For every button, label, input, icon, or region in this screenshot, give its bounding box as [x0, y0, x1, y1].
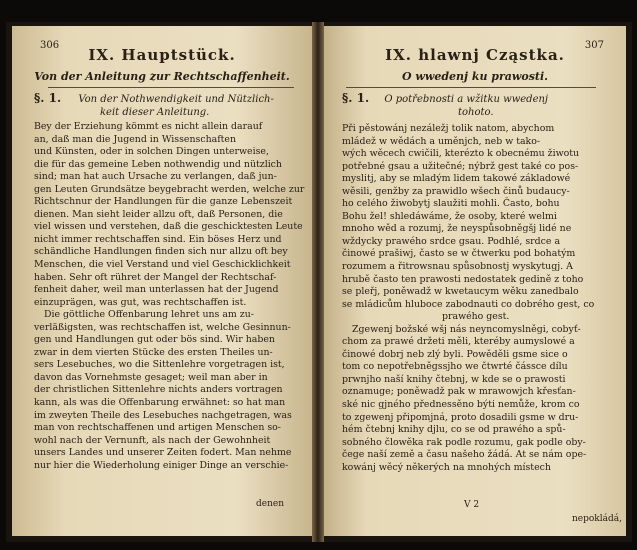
- section-title-line: Von der Nothwendigkeit und Nützlich-: [78, 94, 274, 105]
- text-line: tom co nepotřebněgssjho we čtwrté čássce dílu: [342, 361, 568, 373]
- section-heading: [342, 92, 614, 119]
- text-line: gen und Handlungen gut oder bös sind. Wir haben: [34, 334, 275, 346]
- page-number: 307: [584, 40, 604, 51]
- text-line: Při pěstowánj nezáležj tolik natom, abychom: [342, 123, 555, 134]
- text-line: im zweyten Theile des Lesebuches nachgetragen, was: [34, 409, 292, 421]
- text-line: zwar in dem vierten Stücke des ersten Theiles un-: [34, 346, 273, 358]
- text-line: ho celého žiwobytj slaužiti mohli. Často, bohu: [342, 198, 560, 210]
- section-mark: §. 1.: [342, 91, 370, 105]
- text-line: potřebné gsau a užitečné; nýbrž gest také co pos-: [342, 160, 579, 172]
- text-line: wých wěcech cwičili, kterézto k obecnému žiwotu: [342, 148, 580, 160]
- text-line: an, daß man die Jugend in Wissenschaften: [34, 133, 237, 145]
- section-title-line: tohoto.: [458, 106, 494, 118]
- chapter-subtitle: Von der Anleitung zur Rechtschaffenheit.: [34, 70, 290, 83]
- chapter-heading: IX. hlawnj Cząstka.: [385, 46, 565, 64]
- text-line: davon das Vornehmste gesaget; weil man aber in: [34, 371, 268, 383]
- text-line: chom za prawé držeti měli, kteréby aumyslowé a: [342, 336, 575, 348]
- text-line: myslitj, aby se mladým lidem takowé základowé: [342, 173, 571, 185]
- text-line: haben. Sehr oft rühret der Mangel der Rechtschaf-: [34, 271, 277, 283]
- text-line: prawého gest.: [442, 311, 510, 323]
- text-line: wždycky prawého srdce gsau. Podhlé, srdce a: [342, 235, 561, 247]
- text-line: sers Lesebuches, wo die Sittenlehre vorgetragen ist,: [34, 359, 285, 371]
- text-line: man von rechtschaffenen und artigen Menschen so-: [34, 422, 281, 434]
- text-line: se pleřj, poněwadž w kwetaucym wěku zanedbalo: [342, 286, 579, 298]
- text-line: der christlichen Sittenlehre nichts anders vortragen: [34, 384, 283, 396]
- text-line: dienen. Man sieht leider allzu oft, daß Personen, die: [34, 208, 283, 220]
- text-line: fenheit daher, weil man unterlassen hat der Jugend: [34, 284, 279, 296]
- catchword: denen: [256, 499, 285, 509]
- body-text: [342, 123, 594, 474]
- text-line: Richtschnur der Handlungen für die ganze Lebenszeit: [34, 196, 293, 208]
- text-line: kann, als was die Offenbarung erwähnet: so hat man: [34, 397, 286, 409]
- text-line: prwnjho naší knihy čtebnj, w kde se o prawosti: [342, 373, 566, 385]
- section-heading: [34, 92, 304, 119]
- text-line: to zgewenj připomjná, proto dosadili gsme w dru-: [342, 411, 579, 423]
- text-line: oznamuge; poněwadž pak w mrawowjch křesťan-: [342, 386, 576, 398]
- text-line: sind; man hat auch Ursache zu verlangen, daß jun-: [34, 171, 277, 183]
- chapter-subtitle: O wwedenj ku prawosti.: [402, 70, 548, 83]
- body-text: [34, 121, 304, 472]
- signature-mark: V 2: [464, 500, 480, 510]
- text-line: ské nic gjného přednessěno býti nemůže, krom co: [342, 399, 580, 411]
- text-line: čege naší země a času našeho žádá. At se nám ope-: [342, 449, 587, 461]
- text-line: Bohu žel! shledáwáme, že osoby, které welmi: [342, 210, 557, 222]
- section-mark: §. 1.: [34, 91, 62, 105]
- text-line: schändliche Handlungen finden sich nur allzu oft bey: [34, 246, 288, 258]
- text-line: nur hier die Wiederholung einiger Dinge an verschie-: [34, 459, 289, 471]
- book-gutter: [312, 22, 324, 542]
- text-line: die für das gemeine Leben nothwendig und nützlich: [34, 158, 282, 170]
- text-line: viel wissen und verstehen, daß die geschicktesten Leute: [34, 221, 303, 233]
- chapter-heading: IX. Hauptstück.: [88, 46, 236, 64]
- text-line: wohl nach der Vernunft, als nach der Gewohnheit: [34, 434, 271, 446]
- open-book: [6, 22, 632, 542]
- text-line: činowé dobrj neb zlý byli. Powěděli gsme sice o: [342, 348, 568, 360]
- text-line: sobného člowěka rak podle rozumu, gak podle oby-: [342, 436, 586, 448]
- text-line: mnoho wěd a rozumj, že neyspůsobněgšj lidé ne: [342, 223, 572, 235]
- text-line: hrubě často ten prawosti nedostatek gedině z toho: [342, 273, 584, 285]
- right-page: [324, 26, 626, 536]
- catchword: nepokládá,: [572, 514, 622, 524]
- text-line: činowé prašiwj, často se w čtwerku pod bohatým: [342, 248, 576, 260]
- divider-rule: [346, 87, 596, 88]
- text-line: Zgewenj božské wšj nás neyncomyslněgi, cobyť-: [352, 323, 581, 335]
- text-line: unsers Landes und unserer Zeiten fodert. Man nehme: [34, 447, 292, 459]
- text-line: kowánj wěcý někerých na mnohých místech: [342, 461, 551, 473]
- text-line: verläßigsten, was rechtschaffen ist, welche Gesinnun-: [34, 321, 291, 333]
- text-line: Menschen, die viel Verstand und viel Geschicklichkeit: [34, 259, 291, 271]
- page-number: 306: [40, 40, 60, 51]
- text-line: nicht immer rechtschaffen sind. Ein böses Herz und: [34, 233, 282, 245]
- text-line: wěsili, genžby za prawidlo wšech činů budaucy-: [342, 185, 570, 197]
- section-title-line: keit dieser Anleitung.: [100, 106, 210, 118]
- text-line: hém čtebnj knihy djlu, co se od prawého a spů-: [342, 424, 566, 436]
- left-page: [12, 26, 312, 536]
- text-line: und Künsten, oder in solchen Dingen unterweise,: [34, 146, 269, 158]
- text-line: Die göttliche Offenbarung lehret uns am zu-: [44, 309, 254, 321]
- text-line: einzuprägen, was gut, was rechtschaffen ist.: [34, 296, 247, 308]
- text-line: gen Leuten Grundsätze beygebracht werden, welche zur: [34, 183, 305, 195]
- section-title-line: O potřebnosti a wžitku wwedenj: [384, 94, 549, 105]
- text-line: Bey der Erziehung kömmt es nicht allein darauf: [34, 121, 263, 132]
- divider-rule: [48, 87, 294, 88]
- text-line: se mládicům hluboce zabodnauti co dobrého gest, co: [342, 298, 595, 310]
- text-line: rozumem a řitrowsnau spůsobnostj wyskytugj. A: [342, 261, 573, 273]
- text-line: mládež w wědách a uměnjch, neb w tako-: [342, 135, 541, 147]
